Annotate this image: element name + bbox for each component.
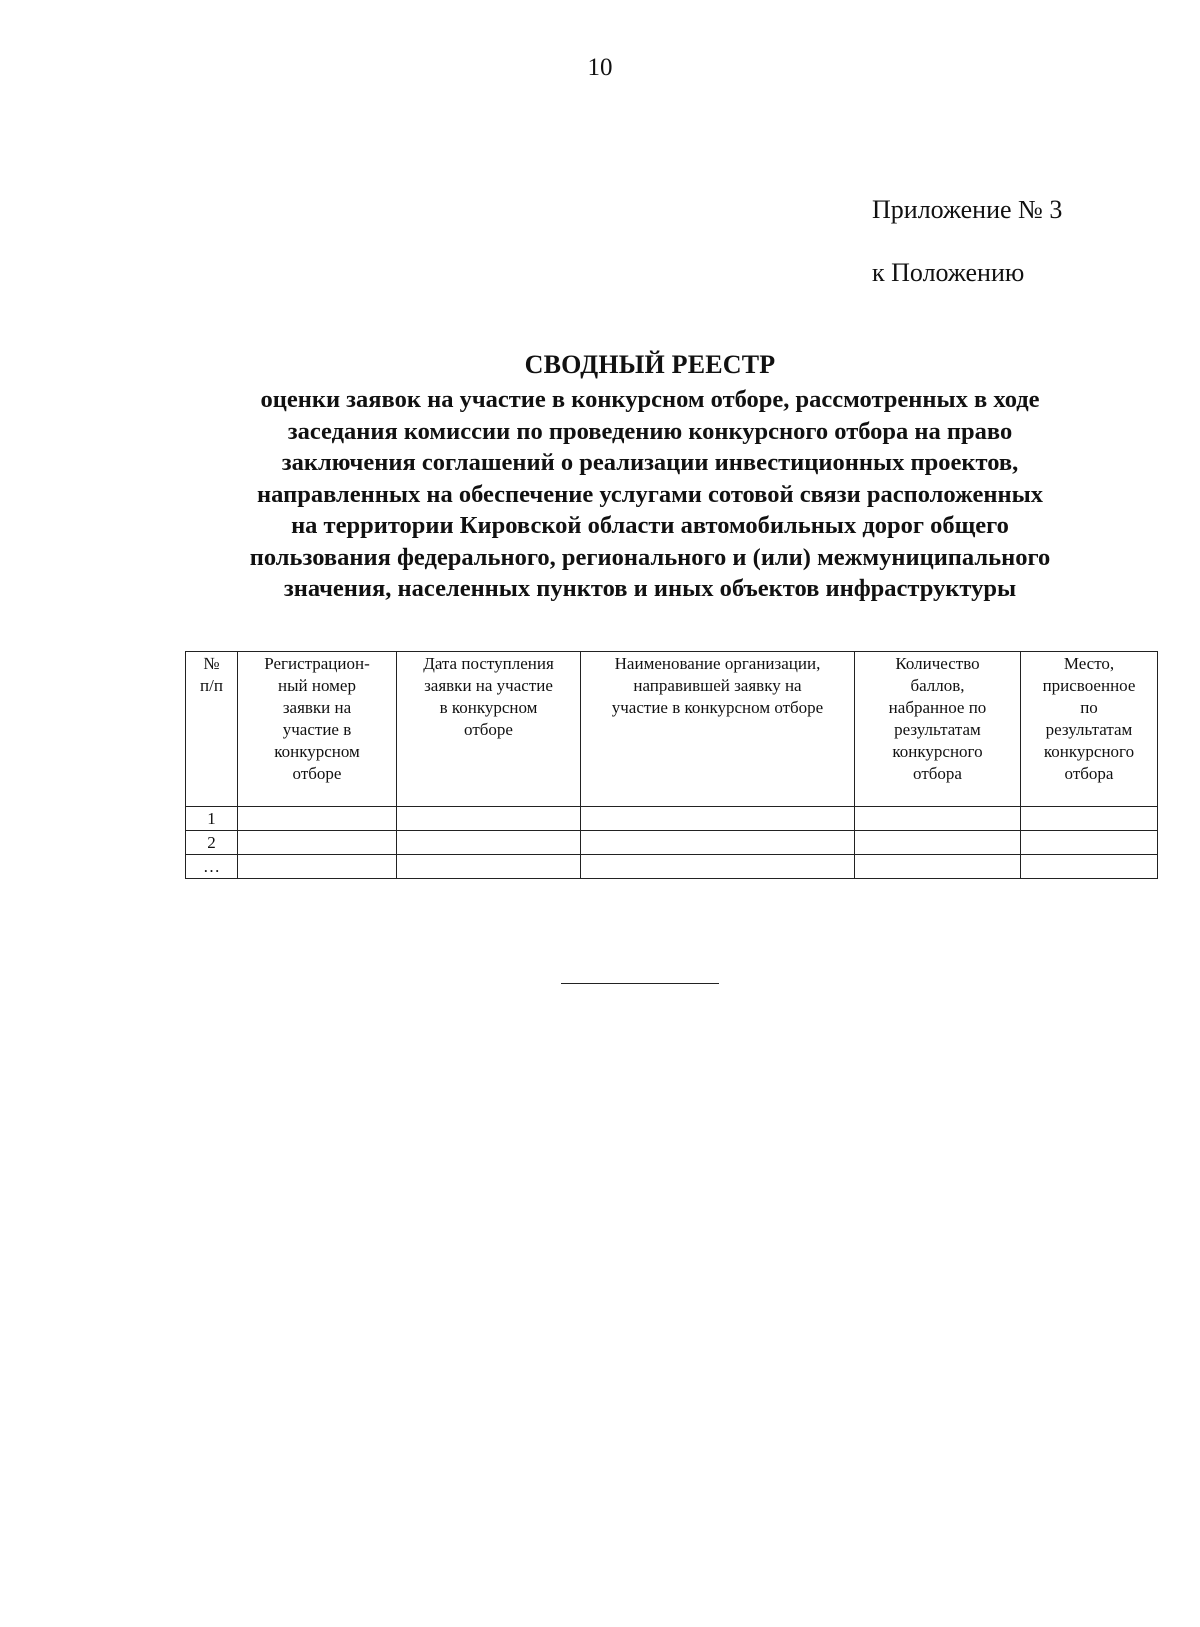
header-line: конкурсного (892, 742, 983, 761)
table-row (186, 831, 1158, 855)
header-place (1021, 652, 1158, 807)
header-submission-date (397, 652, 581, 807)
header-line: в конкурсном (439, 698, 538, 717)
header-line: баллов, (910, 676, 965, 695)
header-line: конкурсного (1043, 742, 1135, 761)
appendix-label: Приложение № 3 (872, 195, 1063, 224)
header-line: № (203, 654, 220, 673)
table-cell (855, 855, 1021, 879)
table-row (186, 855, 1158, 879)
subtitle-line: пользования федерального, регионального и (или) межмуниципального (249, 543, 1051, 571)
header-line: направившей заявку на (633, 676, 802, 695)
header-line: отборе (464, 720, 513, 739)
table-cell (238, 807, 397, 831)
table-row (186, 807, 1158, 831)
header-line: присвоенное (1042, 676, 1136, 695)
header-organization-name (581, 652, 855, 807)
table-cell (397, 855, 581, 879)
table-cell (855, 831, 1021, 855)
table-cell (581, 831, 855, 855)
header-line: заявки на участие (424, 676, 553, 695)
table-cell (855, 807, 1021, 831)
header-line: отбора (1064, 764, 1114, 783)
row-number-cell: 2 (186, 831, 238, 855)
header-line: отбора (913, 764, 962, 783)
header-line: Наименование организации, (614, 654, 821, 673)
header-score (855, 652, 1021, 807)
header-number (186, 652, 238, 807)
header-line: по (1080, 698, 1098, 717)
subtitle-line: оценки заявок на участие в конкурсном отборе, рассмотренных в ходе (260, 386, 1040, 413)
table-header-row (186, 652, 1158, 807)
closing-rule (561, 983, 719, 984)
registry-table (185, 651, 1158, 879)
header-line: ный номер (278, 676, 356, 695)
table-body (186, 807, 1158, 879)
subtitle-line: заключения соглашений о реализации инвестиционных проектов, (281, 449, 1019, 476)
table-cell (581, 807, 855, 831)
table-cell (1021, 807, 1158, 831)
subtitle-line: заседания комиссии по проведению конкурсного отбора на право (287, 417, 1013, 445)
table-cell (238, 831, 397, 855)
page-number: 10 (587, 54, 613, 81)
subtitle-line: на территории Кировской области автомобильных дорог общего (291, 512, 1009, 539)
header-line: заявки на (282, 698, 352, 717)
header-line: участие в (282, 720, 352, 739)
appendix-reference: к Положению (872, 258, 1025, 287)
header-line: набранное по (888, 698, 987, 717)
row-number-cell: … (186, 855, 238, 879)
document-subtitle (150, 384, 1150, 605)
subtitle-line: направленных на обеспечение услугами сотовой связи расположенных (257, 480, 1043, 508)
header-registration-number (238, 652, 397, 807)
header-line: Дата поступления (423, 654, 554, 673)
document-title: СВОДНЫЙ РЕЕСТР (524, 350, 776, 379)
row-number-cell: 1 (186, 807, 238, 831)
table-cell (581, 855, 855, 879)
table-cell (397, 807, 581, 831)
header-line: Количество (895, 654, 980, 673)
table-cell (1021, 831, 1158, 855)
header-line: участие в конкурсном отборе (611, 698, 824, 717)
table-cell (238, 855, 397, 879)
table-cell (1021, 855, 1158, 879)
header-line: Регистрацион- (264, 654, 370, 673)
table-cell (397, 831, 581, 855)
header-line: результатам (894, 720, 981, 739)
header-line: конкурсном (274, 742, 360, 761)
header-line: Место, (1063, 654, 1115, 673)
subtitle-line: значения, населенных пунктов и иных объектов инфраструктуры (283, 575, 1017, 602)
header-line: отборе (292, 764, 342, 783)
header-line: результатам (1045, 720, 1133, 739)
header-line: п/п (200, 676, 223, 695)
